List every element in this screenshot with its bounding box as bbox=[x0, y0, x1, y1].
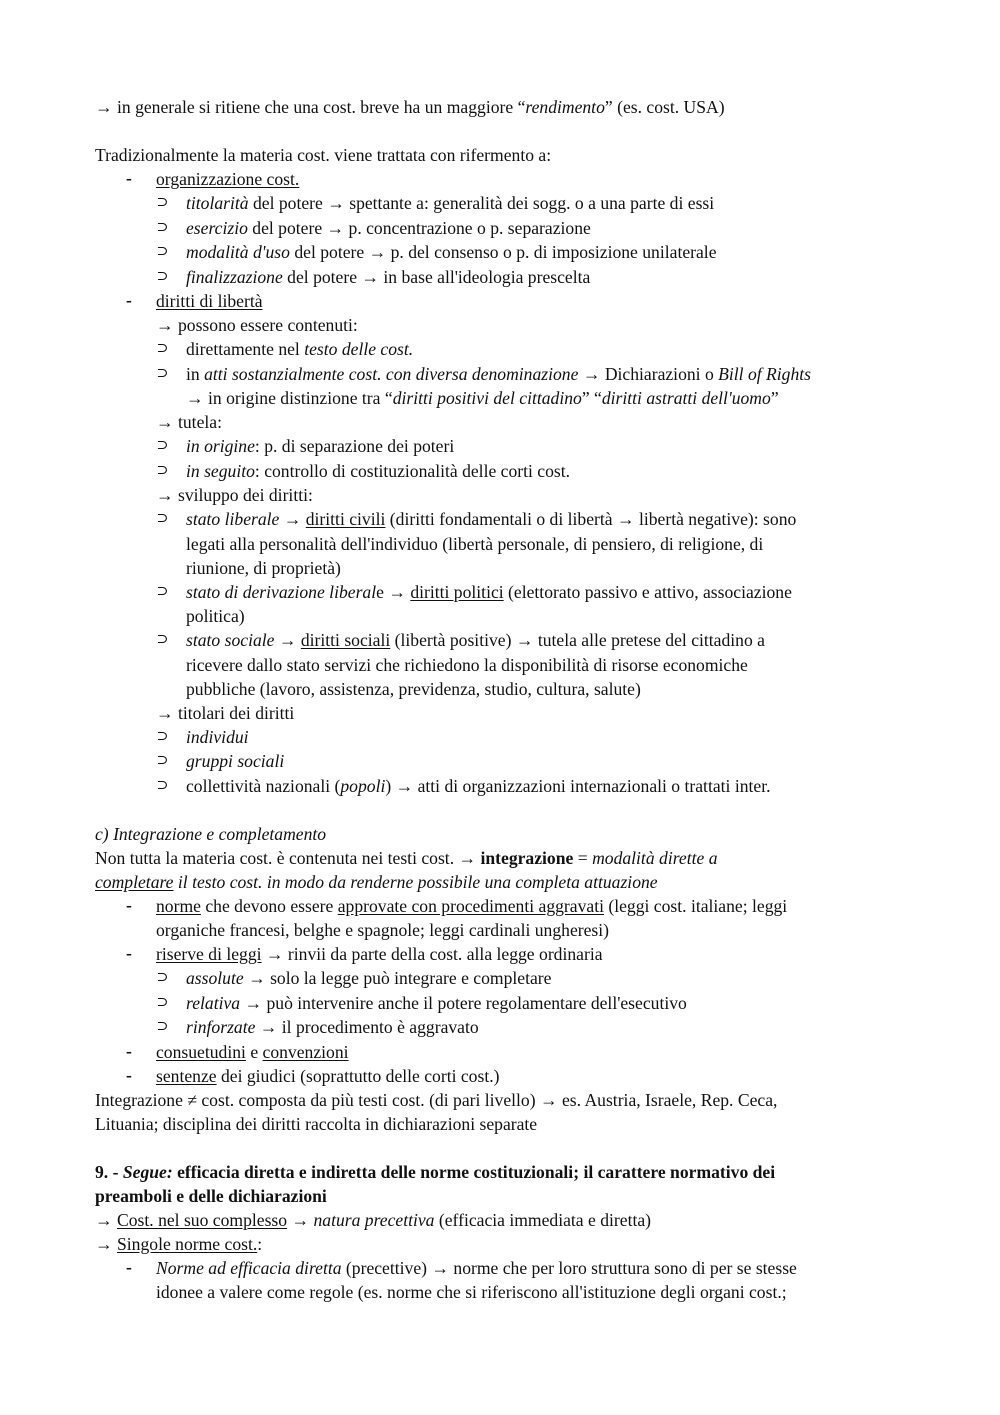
text-line: ⊃ assolute → solo la legge può integrare e completare bbox=[95, 966, 910, 991]
text-line: ⊃ finalizzazione del potere → in base all'ideologia prescelta bbox=[95, 265, 910, 290]
text-line: - riserve di leggi → rinvii da parte della cost. alla legge ordinaria bbox=[95, 942, 910, 966]
text-line: ⊃ modalità d'uso del potere → p. del consenso o p. di imposizione unilaterale bbox=[95, 240, 910, 265]
text-line: politica) bbox=[186, 606, 245, 626]
text-line: - organizzazione cost. bbox=[95, 167, 910, 191]
text-line: → possono essere contenuti: bbox=[156, 315, 358, 335]
text-line: → sviluppo dei diritti: bbox=[156, 485, 313, 505]
text-line: → tutela: bbox=[156, 412, 222, 432]
text-line: ⊃ direttamente nel testo delle cost. bbox=[95, 337, 910, 362]
text-line: preamboli e delle dichiarazioni bbox=[95, 1185, 327, 1206]
text-line: Lituania; disciplina dei diritti raccolta in dichiarazioni separate bbox=[95, 1113, 538, 1134]
blank-line bbox=[95, 798, 910, 822]
document-page bbox=[95, 95, 910, 1304]
text-line: idonee a valere come regole (es. norme che si riferiscono all'istituzione degli organi cost.; bbox=[156, 1281, 787, 1302]
text-line: legati alla personalità dell'individuo (libertà personale, di pensiero, di religione, di bbox=[186, 533, 764, 554]
text-line: Tradizionalmente la materia cost. viene trattata con rifermento a: bbox=[95, 145, 552, 165]
text-line: - sentenze dei giudici (soprattutto delle corti cost.) bbox=[95, 1064, 910, 1088]
text-line: - diritti di libertà bbox=[95, 289, 910, 313]
text-line: 9. - Segue: efficacia diretta e indiretta delle norme costituzionali; il carattere normativo dei bbox=[95, 1161, 776, 1182]
text-line: ⊃ stato sociale → diritti sociali (libertà positive) → tutela alle pretese del cittadino a bbox=[95, 628, 910, 653]
text-line: completare il testo cost. in modo da renderne possibile una completa attuazione bbox=[95, 872, 658, 892]
text-line: Integrazione ≠ cost. composta da più testi cost. (di pari livello) → es. Austria, Israele, Rep. Ceca, bbox=[95, 1089, 778, 1110]
text-line: → in generale si ritiene che una cost. breve ha un maggiore “rendimento” (es. cost. USA) bbox=[95, 97, 725, 117]
text-line: pubbliche (lavoro, assistenza, previdenza, studio, cultura, salute) bbox=[186, 678, 641, 699]
text-line: ⊃ esercizio del potere → p. concentrazione o p. separazione bbox=[95, 216, 910, 241]
text-line: - norme che devono essere approvate con procedimenti aggravati (leggi cost. italiane; leggi bbox=[95, 894, 910, 918]
text-line: ⊃ gruppi sociali bbox=[95, 749, 910, 774]
text-line: → Singole norme cost.: bbox=[95, 1233, 263, 1254]
text-line: ⊃ stato di derivazione liberale → diritti politici (elettorato passivo e attivo, associazione bbox=[95, 580, 910, 605]
blank-line bbox=[95, 119, 910, 143]
text-line: → Cost. nel suo complesso → natura precettiva (efficacia immediata e diretta) bbox=[95, 1209, 652, 1230]
text-line: ⊃ in origine: p. di separazione dei poteri bbox=[95, 434, 910, 459]
text-line: - consuetudini e convenzioni bbox=[95, 1040, 910, 1064]
text-line: - Norme ad efficacia diretta (precettive) → norme che per loro struttura sono di per se stesse bbox=[95, 1256, 910, 1280]
text-line: Non tutta la materia cost. è contenuta nei testi cost. → integrazione = modalità dirette a bbox=[95, 848, 718, 868]
text-line: ⊃ individui bbox=[95, 725, 910, 750]
text-line: c) Integrazione e completamento bbox=[95, 824, 327, 844]
text-line: ⊃ in atti sostanzialmente cost. con diversa denominazione → Dichiarazioni o Bill of Rights bbox=[95, 362, 910, 387]
text-line: riunione, di proprietà) bbox=[186, 557, 341, 578]
blank-line bbox=[95, 1136, 910, 1160]
text-line: ⊃ titolarità del potere → spettante a: generalità dei sogg. o a una parte di essi bbox=[95, 191, 910, 216]
text-line: → titolari dei diritti bbox=[156, 702, 295, 723]
text-line: ⊃ stato liberale → diritti civili (diritti fondamentali o di libertà → libertà negative): sono bbox=[95, 507, 910, 532]
text-line: ⊃ relativa → può intervenire anche il potere regolamentare dell'esecutivo bbox=[95, 991, 910, 1016]
text-line: ⊃ collettività nazionali (popoli) → atti di organizzazioni internazionali o trattati inter. bbox=[95, 774, 910, 799]
text-line: ricevere dallo stato servizi che richiedono la disponibilità di risorse economiche bbox=[186, 654, 748, 675]
text-line: ⊃ rinforzate → il procedimento è aggravato bbox=[95, 1015, 910, 1040]
text-line: → in origine distinzione tra “diritti positivi del cittadino” “diritti astratti dell'uomo” bbox=[186, 388, 779, 408]
text-line: organiche francesi, belghe e spagnole; leggi cardinali ungheresi) bbox=[156, 920, 610, 940]
text-line: ⊃ in seguito: controllo di costituzionalità delle corti cost. bbox=[95, 459, 910, 484]
